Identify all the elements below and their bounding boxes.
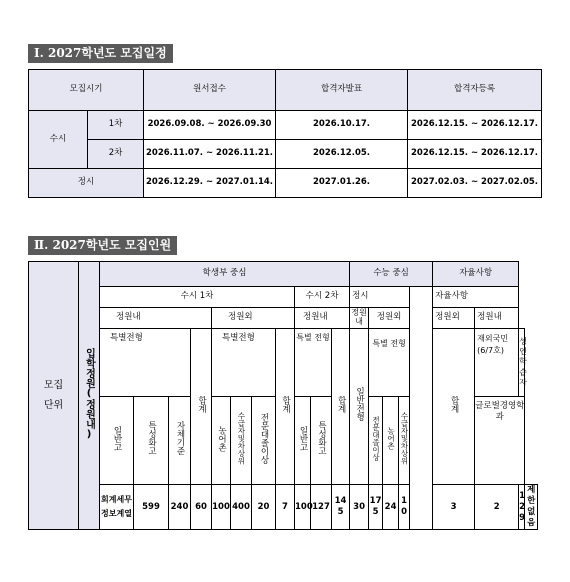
s2-special: 특별 전형 xyxy=(295,329,332,397)
s1-rural-header xyxy=(212,397,231,485)
s2-general-value: 145 xyxy=(332,485,350,530)
susi1-header: 수시 1차 xyxy=(100,287,295,308)
j-rural-label: 농어촌 xyxy=(386,427,396,450)
j-rural-value: 3 xyxy=(433,485,475,530)
s1-basic-label: 수급자및차상위 xyxy=(236,412,246,465)
announce-jungsi: 2027.01.26. xyxy=(276,169,408,198)
s1-in-total-label: 합계 xyxy=(196,395,207,413)
self-top-header: 자율사항 xyxy=(433,262,519,287)
s2-specialized-label: 특성화고 xyxy=(316,421,327,456)
s2-specialized-header xyxy=(311,397,332,485)
s1-special-out: 특별전형 xyxy=(212,329,276,397)
s2-total-header xyxy=(332,329,350,485)
self-in-quota: 정원내 xyxy=(475,308,519,329)
quota-label: 입학정원(정원내) xyxy=(83,347,95,440)
susi-label: 수시 xyxy=(29,111,88,169)
jungsi-empty xyxy=(410,287,433,530)
s2-total-value: 175 xyxy=(369,485,383,530)
j-out-quota: 정원외 xyxy=(369,308,410,329)
j-general-value: 24 xyxy=(383,485,399,530)
s1-own-label: 자체기준 xyxy=(175,421,186,456)
s1-general-header xyxy=(100,397,134,485)
register-jungsi: 2027.02.03. ~ 2027.02.05. xyxy=(408,169,542,198)
s1-basic-header xyxy=(231,397,252,485)
jungsi-label: 정시 xyxy=(29,169,144,198)
j-rural-header xyxy=(383,397,399,485)
s1-specialized-label: 특성화고 xyxy=(146,421,157,456)
j-general-label: 일반전형 xyxy=(354,387,365,422)
s1-college-value: 100 xyxy=(295,485,311,530)
s2-general-label: 일반고 xyxy=(298,425,309,452)
j-college-value: 10 xyxy=(399,485,410,530)
s1-out-total-label: 합계 xyxy=(280,395,291,413)
round-2: 2차 xyxy=(88,140,144,169)
j-basic-value: 2 xyxy=(475,485,519,530)
header-period: 모집시기 xyxy=(29,70,144,111)
announce-2: 2026.12.05. xyxy=(276,140,408,169)
quota-table xyxy=(28,261,538,530)
global-biz-label: 글로벌경영학과 xyxy=(475,397,525,485)
s1-rural-value: 20 xyxy=(252,485,276,530)
s1-general-label: 일반고 xyxy=(112,425,123,452)
j-special: 특별 전형 xyxy=(369,329,410,397)
j-general-header xyxy=(350,329,369,485)
j-basic-header xyxy=(399,397,410,485)
s2-specialized-value: 30 xyxy=(350,485,369,530)
adult-learner-label: 성인학습자 xyxy=(519,329,525,397)
self-value: 제한없음 xyxy=(525,485,538,530)
s1-in-quota: 정원내 xyxy=(100,308,212,329)
j-total-header xyxy=(433,329,475,485)
round-1: 1차 xyxy=(88,111,144,140)
s1-own-header xyxy=(169,397,191,485)
announce-1: 2026.10.17. xyxy=(276,111,408,140)
s1-out-total-value: 127 xyxy=(311,485,332,530)
s2-in-quota: 정원내 xyxy=(295,308,350,329)
section2-title: Ⅱ. 2027학년도 모집인원 xyxy=(28,236,177,255)
apply-jungsi: 2026.12.29. ~ 2027.01.14. xyxy=(144,169,276,198)
section1-title: Ⅰ. 2027학년도 모집일정 xyxy=(28,44,173,63)
self-out-quota: 정원외 xyxy=(433,308,475,329)
student-centered-header: 학생부 중심 xyxy=(100,262,350,287)
s1-out-total-header xyxy=(276,329,295,485)
quota-header xyxy=(79,262,100,530)
susi2-header: 수시 2차 xyxy=(295,287,350,308)
s1-college-header xyxy=(252,397,276,485)
register-2: 2026.12.15. ~ 2026.12.17. xyxy=(408,140,542,169)
apply-2: 2026.11.07. ~ 2026.11.21. xyxy=(144,140,276,169)
s1-in-total-value: 400 xyxy=(231,485,252,530)
foreign-label: 재외국민 (6/7호) xyxy=(475,329,519,397)
s1-in-total-header xyxy=(191,329,212,485)
j-total-label: 합계 xyxy=(449,395,460,413)
j-college-header xyxy=(369,397,383,485)
apply-1: 2026.09.08. ~ 2026.09.30 xyxy=(144,111,276,140)
s1-specialized-value: 60 xyxy=(191,485,212,530)
s2-total-label: 합계 xyxy=(336,395,347,413)
s1-general-value: 240 xyxy=(169,485,191,530)
s1-special-in: 특별전형 xyxy=(100,329,191,397)
j-in-quota: 정원내 xyxy=(350,308,369,329)
j-college-label: 전문대졸이상 xyxy=(371,415,381,461)
dept-name: 회계세무 정보계열 xyxy=(100,485,134,530)
s1-specialized-header xyxy=(134,397,169,485)
header-apply: 원서접수 xyxy=(144,70,276,111)
j-basic-label: 수급자및차상위 xyxy=(399,412,409,465)
unit-label: 모집 단위 xyxy=(43,379,64,411)
s1-college-label: 전문대졸이상 xyxy=(259,412,270,464)
self-mid-header: 자율사항 xyxy=(433,287,519,308)
suneung-centered-header: 수능 중심 xyxy=(350,262,433,287)
schedule-table xyxy=(28,69,542,198)
register-1: 2026.12.15. ~ 2026.12.17. xyxy=(408,111,542,140)
s1-own-value: 100 xyxy=(212,485,231,530)
s1-rural-label: 농어촌 xyxy=(216,425,227,452)
header-register: 합격자등록 xyxy=(408,70,542,111)
quota-value: 599 xyxy=(134,485,169,530)
s2-general-header xyxy=(295,397,311,485)
jungsi-header: 정시 xyxy=(350,287,410,308)
unit-header xyxy=(29,262,79,530)
header-announce: 합격자발표 xyxy=(276,70,408,111)
s1-basic-value: 7 xyxy=(276,485,295,530)
s1-out-quota: 정원외 xyxy=(212,308,295,329)
j-total-value: 129 xyxy=(519,485,525,530)
